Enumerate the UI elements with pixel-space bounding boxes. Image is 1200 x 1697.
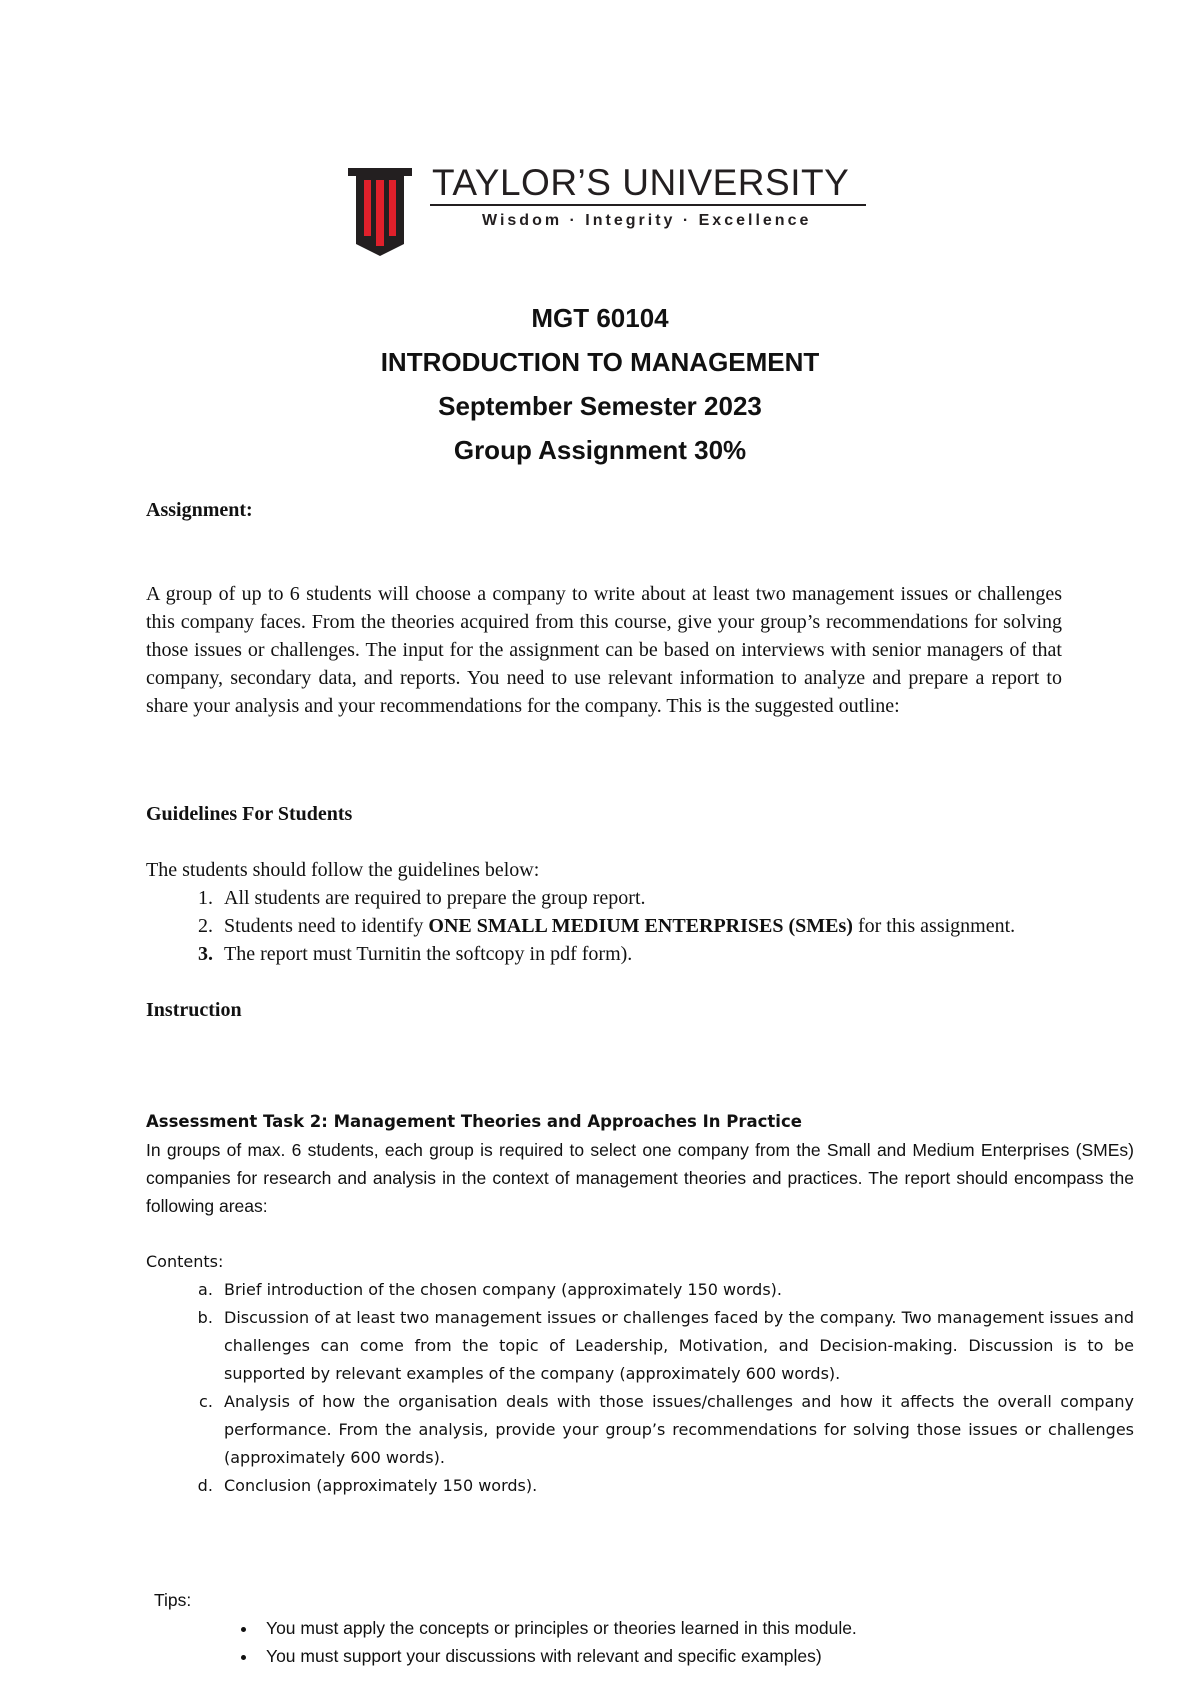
assignment-weight: Group Assignment 30% bbox=[453, 435, 747, 465]
guidelines-list bbox=[146, 884, 1062, 968]
task-section bbox=[146, 1108, 1134, 1500]
list-item bbox=[218, 1388, 1134, 1472]
list-item bbox=[258, 1614, 1134, 1642]
task-heading: Assessment Task 2: Management Theories and Approaches In Practice bbox=[146, 1112, 802, 1131]
university-logo bbox=[346, 162, 866, 258]
course-title: INTRODUCTION TO MANAGEMENT bbox=[380, 347, 820, 377]
list-item bbox=[218, 884, 1062, 912]
list-item bbox=[218, 912, 1062, 940]
university-motto: Wisdom · Integrity · Excellence bbox=[482, 212, 812, 229]
content-d: Conclusion (approximately 150 words). bbox=[224, 1476, 538, 1495]
assignment-body: A group of up to 6 students will choose a company to write about at least two management issues or challenges this company faces. From the theories acquired from this course, give your group’s recommendations for solving those issues or challenges. The input for the assignment can be based on interviews with senior managers of that company, secondary data, and reports. You need to use relevant information to analyze and prepare a report to share your analysis and your recommendations for the company. This is the suggested outline: bbox=[146, 583, 1062, 717]
tips-section bbox=[154, 1586, 1134, 1670]
assignment-section bbox=[146, 496, 1062, 720]
list-item bbox=[258, 1642, 1134, 1670]
contents-label: Contents: bbox=[146, 1252, 224, 1271]
list-item bbox=[218, 1276, 1134, 1304]
guideline-3: The report must Turnitin the softcopy in pdf form). bbox=[224, 943, 633, 965]
tip-2: You must support your discussions with relevant and specific examples) bbox=[266, 1646, 822, 1666]
tips-list bbox=[154, 1614, 1134, 1670]
guideline-2-post: for this assignment. bbox=[852, 915, 1016, 937]
list-item bbox=[218, 1304, 1134, 1388]
guidelines-heading: Guidelines For Students bbox=[146, 803, 353, 825]
guideline-1: All students are required to prepare the group report. bbox=[224, 887, 646, 909]
guidelines-intro: The students should follow the guidelines below: bbox=[146, 859, 540, 881]
semester: September Semester 2023 bbox=[438, 391, 762, 421]
contents-list bbox=[146, 1276, 1134, 1500]
content-c: Analysis of how the organisation deals with those issues/challenges and how it affects the overall company performance. From the analysis, provide your group’s recommendations for solving those issues or challenges (approximately 600 words). bbox=[224, 1392, 1134, 1467]
guidelines-section bbox=[146, 800, 1062, 1024]
content-a: Brief introduction of the chosen company (approximately 150 words). bbox=[224, 1280, 782, 1299]
university-name: TAYLOR’S UNIVERSITY bbox=[432, 162, 850, 203]
tip-1: You must apply the concepts or principles or theories learned in this module. bbox=[266, 1618, 857, 1638]
task-body: In groups of max. 6 students, each group is required to select one company from the Small and Medium Enterprises (SMEs) companies for research and analysis in the context of management theories and practices. The report should encompass the following areas: bbox=[146, 1140, 1134, 1216]
list-item bbox=[218, 1472, 1134, 1500]
tips-label: Tips: bbox=[154, 1590, 192, 1610]
instruction-heading: Instruction bbox=[146, 999, 242, 1021]
list-item bbox=[218, 940, 1062, 968]
course-code: MGT 60104 bbox=[531, 303, 669, 333]
guideline-2-pre: Students need to identify bbox=[224, 915, 429, 937]
content-b: Discussion of at least two management issues or challenges faced by the company. Two management issues and challenges can come from the topic of Leadership, Motivation, and Decision-making. Discussion is to be supported by relevant examples of the company (approximately 600 words). bbox=[224, 1308, 1134, 1383]
title-block bbox=[0, 296, 1200, 472]
assignment-label: Assignment: bbox=[146, 499, 253, 521]
guideline-2-bold: ONE SMALL MEDIUM ENTERPRISES (SMEs) bbox=[428, 915, 853, 937]
